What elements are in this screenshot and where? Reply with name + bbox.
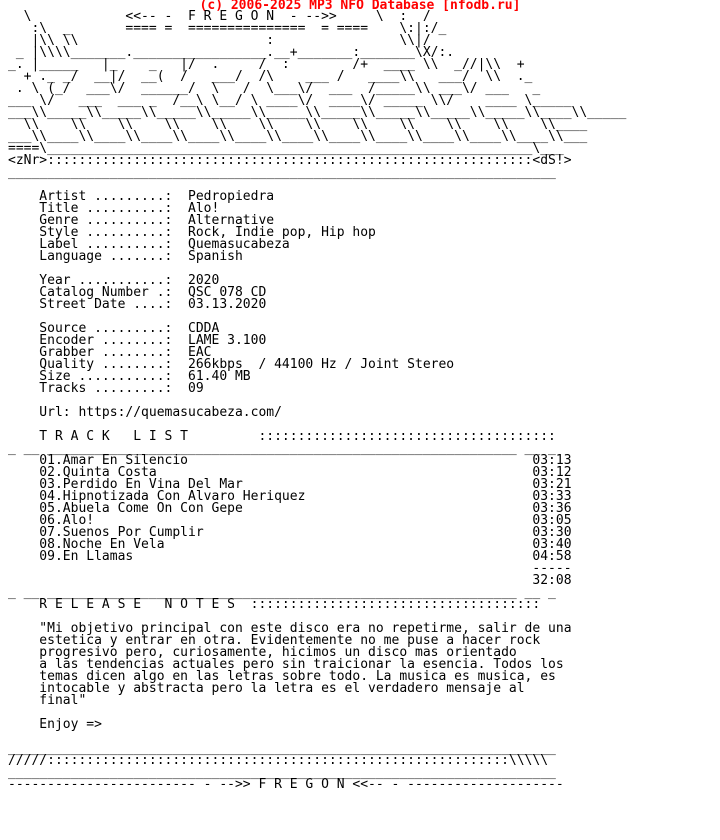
nfo-content xyxy=(8,11,626,791)
track-title: 03.Perdido En Vina Del Mar xyxy=(8,477,533,492)
ascii-banner: \ <<-- - F R E G O N - -->> \ : / :\ _ ==== = =============== = ==== \:|:/_ |\\ \\ : \\|/ _ |\\\\_______._________________.__+_______:_______\X/:. _. |_____ |_ _ |/ . / : /+ ____ \\ _//|\\ + + ._ _/ __|/ __( / ___/ /\ ___ / ____\\ ___/ \\ ._ . \ (_/ ___\/ ______/ \ / \___\/ ___ /_____\\ ___\/ ___ _ ___ \/ ___ ___ _ /__\ \__/ \ ____\/ ____\/ _____ \\/ ____ \_____ ___\\_____\\_____\\_____\\_____\\_____\\_____\\_____\\_____\\_____\\____\\_____ \\ \\ \\ \\ \\ \\ \\ \\ \\ \\ \\ \\____ ___\\____\\____\\____\\____\\____\\____\\____\\____\\____\\____\\____\\___ ====\______________________________________________________________\___ <zNr>::::::::::::::::::::::::::::::::::::::::::::::::::::::::::::::<dS!> xyxy=(8,9,627,168)
top-rule: ______________________________________________________________________ xyxy=(8,165,556,180)
track-title: 08.Noche En Vela xyxy=(8,537,533,552)
tracks-sum-rule: ----- xyxy=(8,561,572,576)
track-time: 03:36 xyxy=(532,501,572,516)
site-title-link[interactable]: (c) 2006-2025 MP3 NFO Database [nfodb.ru] xyxy=(199,0,521,13)
track-time: 04:58 xyxy=(532,549,572,564)
notes-header: _ __ ____________________________________________________________ __ _ R E L E A S E N O T E S ::::::::::::::::::::::::::::::::::::: xyxy=(8,585,556,612)
track-title: 05.Abuela Come On Con Gepe xyxy=(8,501,533,516)
track-time: 03:33 xyxy=(532,489,572,504)
track-time: 03:13 xyxy=(532,453,572,468)
track-title: 04.Hipnotizada Con Alvaro Heriquez xyxy=(8,489,533,504)
track-list xyxy=(8,453,572,564)
track-title: 06.Alo! xyxy=(8,513,533,528)
track-time: 03:12 xyxy=(532,465,572,480)
release-info: Artist .........: Pedropiedra Title ..........: Alo! Genre ..........: Alternative Style ..........: Rock, Indie pop, Hip hop Label ..........: Quemasucabeza Language .......: Spanish Year ...........: 2020 Catalog Number .: QSC 078 CD Street Date ....: 03.13.2020 Source .........: CDDA Encoder ........: LAME 3.100 Grabber ........: EAC Quality ........: 266kbps / 44100 Hz / Joint Stereo Size ...........: 61.40 MB Tracks .........: 09 Url: https://quemasucabeza.com/ xyxy=(39,189,455,420)
track-title: 01.Amar En Silencio xyxy=(8,453,533,468)
tracklist-header: T R A C K L I S T :::::::::::::::::::::::::::::::::::::: _ __ ____________________________________________________________ __ _ xyxy=(8,429,556,456)
tracks-total: 32:08 xyxy=(8,573,572,588)
footer: ______________________________________________________________________ /////:::::::::::::::::::::::::::::::::::::::::::::::::::::::::::\\\\\ ______________________________________________________________________ ------------------------ - -->> F R E G O N <<-- - -------------------- xyxy=(8,741,564,792)
track-title: 09.En Llamas xyxy=(8,549,533,564)
track-title: 02.Quinta Costa xyxy=(8,465,533,480)
track-time: 03:40 xyxy=(532,537,572,552)
release-notes: "Mi objetivo principal con este disco era no repetirme, salir de una estetica y entrar en otra. Evidentemente no me puse a hacer rock progresivo pero, curiosamente, hicimos un disco mas orientado a las tendencias actuales pero sin traicionar la esencia. Todos los temas dicen algo en las letras sobre todo. La musica es musica, es intocable y abstracta pero la letra es el verdadero mensaje al final" Enjoy => xyxy=(39,621,572,732)
track-time: 03:21 xyxy=(532,477,572,492)
track-time: 03:30 xyxy=(532,525,572,540)
track-time: 03:05 xyxy=(532,513,572,528)
track-title: 07.Suenos Por Cumplir xyxy=(8,525,533,540)
